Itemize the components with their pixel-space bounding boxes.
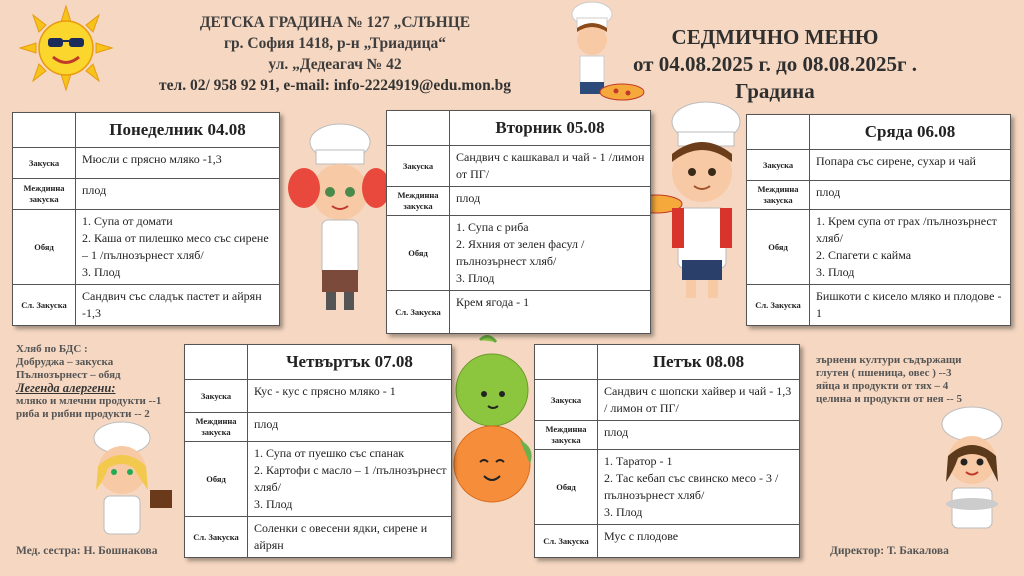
lunch-value (76, 210, 280, 285)
apple-orange-illustration (450, 332, 540, 522)
note-line: риба и рибни продукти -- 2 (16, 408, 150, 420)
chef-girl-cake-illustration (78, 420, 178, 540)
lunch-item: 1. Супа с риба (456, 220, 529, 234)
chef-girl-illustration (282, 120, 390, 320)
note-line: яйца и продукти от тях – 4 (816, 380, 949, 392)
legend-title: Легенда алергени: (16, 381, 116, 395)
label-lunch: Обяд (387, 216, 450, 291)
label-lunch: Обяд (747, 210, 810, 285)
breakfast-value: Кус - кус с прясно мляко - 1 (248, 380, 452, 413)
label-afternoon: Сл. Закуска (747, 285, 810, 326)
note-line: зърнени култури съдържащи (816, 354, 962, 366)
lunch-item: 2. Яхния от зелен фасул /пълнозърнест хляб/ (456, 237, 585, 268)
label-snack: Междинна закуска (185, 413, 248, 442)
snack-value: плод (810, 181, 1011, 210)
lunch-item: 3. Плод (254, 497, 293, 511)
school-city: гр. София 1418, р-н „Триадица“ (223, 35, 447, 52)
lunch-value (248, 442, 452, 517)
snack-value: плод (598, 421, 800, 450)
label-afternoon: Сл. Закуска (535, 525, 598, 558)
label-afternoon: Сл. Закуска (13, 285, 76, 326)
day-table-friday (534, 344, 800, 558)
lunch-item: 3. Плод (456, 271, 495, 285)
label-snack: Междинна закуска (387, 187, 450, 216)
lunch-item: 2. Каша от пилешко месо със сирене – 1 /пълнозърнест хляб/ (82, 231, 269, 262)
afternoon-value: Бишкоти с кисело мляко и плодове - 1 (810, 285, 1011, 326)
lunch-item: 1. Крем супа от грах /пълнозърнест хляб/ (816, 214, 997, 245)
chef-girl-tray-illustration (924, 404, 1020, 534)
lunch-item: 1. Таратор - 1 (604, 454, 673, 468)
lunch-item: 1. Супа от пуешко със спанак (254, 446, 405, 460)
snack-value: плод (450, 187, 651, 216)
day-title: Понеделник 04.08 (76, 113, 280, 148)
label-snack: Междинна закуска (13, 179, 76, 210)
snack-value: плод (76, 179, 280, 210)
breakfast-value: Сандвич с кашкавал и чай - 1 /лимон от ПГ/ (450, 146, 651, 187)
bread-allergen-note (16, 343, 186, 421)
label-snack: Междинна закуска (747, 181, 810, 210)
label-lunch: Обяд (13, 210, 76, 285)
lunch-item: 2. Картофи с масло – 1 /пълнозърнест хляб/ (254, 463, 447, 494)
school-name: ДЕТСКА ГРАДИНА № 127 „СЛЪНЦЕ (199, 14, 471, 31)
day-table-thursday (184, 344, 452, 558)
snack-value: плод (248, 413, 452, 442)
allergen-legend-continued (816, 354, 1016, 406)
lunch-item: 2. Тас кебап със свинско месо - 3 /пълнозърнест хляб/ (604, 471, 779, 502)
note-line: глутен ( пшеница, овес ) --3 (816, 367, 952, 379)
school-contacts: тел. 02/ 958 92 91, e-mail: info-2224919@edu.mon.bg (159, 77, 511, 94)
school-street: ул. „Дедеагач № 42 (268, 56, 402, 73)
day-title: Вторник 05.08 (450, 111, 651, 146)
label-lunch: Обяд (185, 442, 248, 517)
school-header (115, 12, 555, 96)
lunch-item: 1. Супа от домати (82, 214, 173, 228)
label-breakfast: Закуска (185, 380, 248, 413)
day-table-tuesday (386, 110, 651, 334)
note-line: целина и продукти от нея -- 5 (816, 393, 962, 405)
label-breakfast: Закуска (747, 150, 810, 181)
note-line: мляко и млечни продукти --1 (16, 395, 162, 407)
lunch-item: 3. Плод (82, 265, 121, 279)
afternoon-value: Соленки с овесени ядки, сирене и айрян (248, 517, 452, 558)
day-title: Четвъртък 07.08 (248, 345, 452, 380)
label-snack: Междинна закуска (535, 421, 598, 450)
breakfast-value: Попара със сирене, сухар и чай (810, 150, 1011, 181)
note-line: Добруджа – закуска (16, 356, 114, 368)
label-breakfast: Закуска (387, 146, 450, 187)
day-title: Сряда 06.08 (810, 115, 1011, 150)
sun-icon (18, 4, 114, 92)
label-afternoon: Сл. Закуска (185, 517, 248, 558)
menu-title-dates: от 04.08.2025 г. до 08.08.2025г . (632, 52, 918, 76)
menu-title-line1: СЕДМИЧНО МЕНЮ (671, 25, 879, 49)
afternoon-value: Мус с плодове (598, 525, 800, 558)
label-afternoon: Сл. Закуска (387, 291, 450, 334)
label-lunch: Обяд (535, 450, 598, 525)
breakfast-value: Сандвич с шопски хайвер и чай - 1,3 / лимон от ПГ/ (598, 380, 800, 421)
day-title: Петък 08.08 (598, 345, 800, 380)
note-line: Хляб по БДС : (16, 343, 88, 355)
menu-title-group: Градина (735, 79, 815, 103)
label-breakfast: Закуска (13, 148, 76, 179)
lunch-value (810, 210, 1011, 285)
note-line: Пълнозърнест – обяд (16, 369, 121, 381)
lunch-value (450, 216, 651, 291)
label-breakfast: Закуска (535, 380, 598, 421)
lunch-value (598, 450, 800, 525)
chef-boy-pizza-illustration (540, 0, 650, 110)
lunch-item: 3. Плод (604, 505, 643, 519)
day-table-wednesday (746, 114, 1011, 326)
nurse-signature: Мед. сестра: Н. Бошнакова (16, 545, 158, 557)
menu-title (600, 24, 950, 105)
afternoon-value: Крем ягода - 1 (450, 291, 651, 334)
breakfast-value: Мюсли с прясно мляко -1,3 (76, 148, 280, 179)
day-table-monday (12, 112, 280, 326)
afternoon-value: Сандвич със сладък пастет и айрян -1,3 (76, 285, 280, 326)
lunch-item: 2. Спагети с кайма (816, 248, 912, 262)
director-signature: Директор: Т. Бакалова (830, 545, 949, 557)
lunch-item: 3. Плод (816, 265, 855, 279)
